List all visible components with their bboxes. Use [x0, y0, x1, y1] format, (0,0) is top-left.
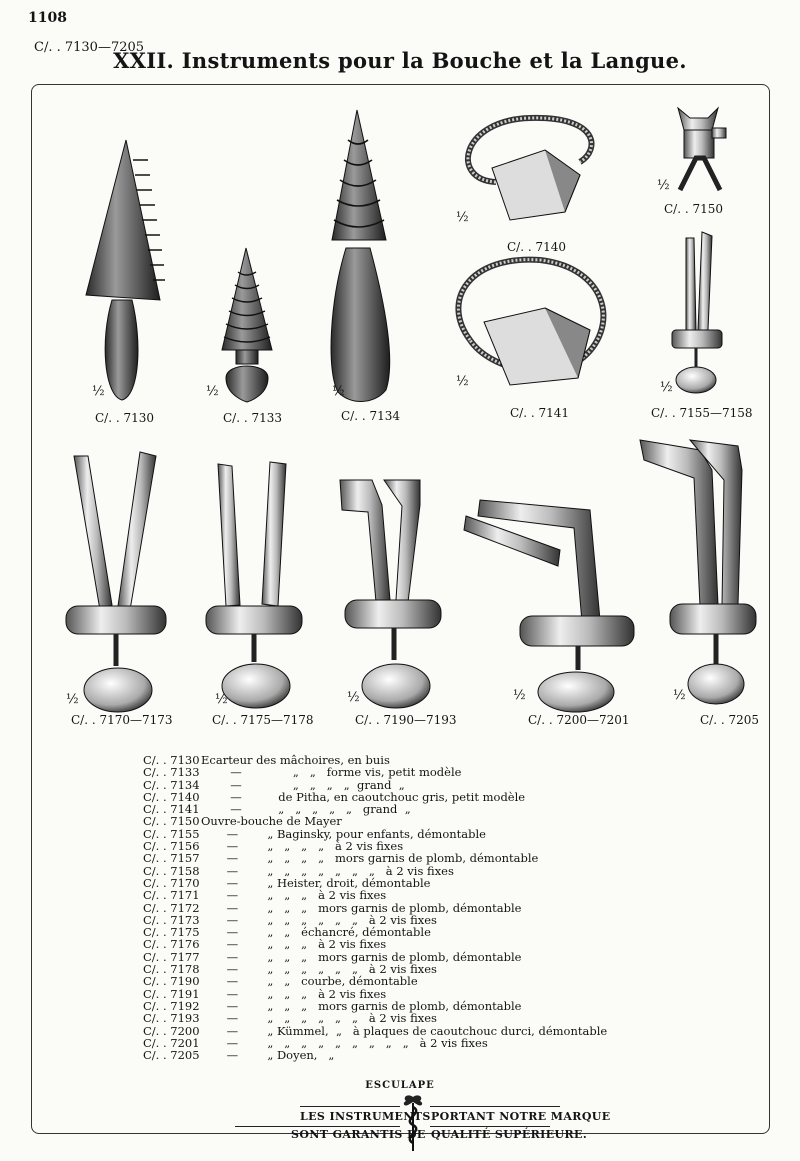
mouth-gag-screw-large-7134 [331, 110, 390, 402]
figure-label: C/. . 7190—7193 [355, 713, 457, 727]
scale-half: ½ [92, 384, 105, 399]
listing-desc: — „ „ „ „ „ „ à 2 vis fixes [201, 912, 437, 927]
listing-desc: — „ Heister, droit, démontable [201, 875, 431, 890]
scale-half: ½ [347, 690, 360, 705]
brand-name: ESCULAPE [365, 1080, 435, 1091]
listing-row [143, 1012, 607, 1024]
scale-half: ½ [660, 380, 673, 395]
listing-code: C/. . 7130 [143, 753, 200, 767]
mouth-opener-heister-notched-7175 [206, 462, 302, 708]
mouth-opener-mayer-7150 [678, 108, 726, 190]
divider [430, 1126, 550, 1127]
listing-desc: — „ „ „ à 2 vis fixes [201, 986, 387, 1001]
figure-label: C/. . 7134 [341, 409, 401, 423]
instrument-listing [143, 754, 607, 1061]
figure-label: C/. . 7170—7173 [71, 713, 173, 727]
scale-half: ½ [657, 178, 670, 193]
listing-code: C/. . 7192 [143, 998, 200, 1013]
figure-label: C/. . 7175—7178 [212, 713, 314, 727]
listing-row [143, 852, 607, 864]
guarantee-left-1: LES INSTRUMENTS [300, 1110, 431, 1123]
scale-half: ½ [215, 692, 228, 707]
listing-desc: — „ „ „ à 2 vis fixes [201, 888, 387, 903]
mouth-gag-screw-small-7133 [222, 248, 272, 402]
listing-desc: Ecarteur des mâchoires, en buis [201, 753, 390, 767]
page-title: XXII. Instruments pour la Bouche et la Langue. [113, 48, 687, 73]
listing-row [143, 902, 607, 914]
figure-label: C/. . 7133 [223, 411, 283, 425]
listing-desc: — „ „ „ „ à 2 vis fixes [201, 839, 404, 854]
listing-desc: — „ „ „ „ mors garnis de plomb, démontable [201, 851, 539, 866]
listing-code: C/. . 7201 [143, 1035, 200, 1050]
scale-half: ½ [66, 692, 79, 707]
listing-desc: — „ „ „ mors garnis de plomb, démontable [201, 900, 522, 915]
scale-half: ½ [456, 210, 469, 225]
figure-label: C/. . 7140 [507, 240, 567, 254]
scale-half: ½ [513, 688, 526, 703]
listing-desc: — „ Kümmel, „ à plaques de caoutchouc durci, démontable [201, 1023, 608, 1038]
mouth-opener-kummel-7200 [464, 500, 634, 712]
listing-code: C/. . 7158 [143, 863, 200, 878]
listing-code: C/. . 7177 [143, 949, 200, 964]
listing-desc: Ouvre-bouche de Mayer [201, 814, 342, 829]
listing-desc: — „ „ „ mors garnis de plomb, démontable [201, 998, 522, 1013]
listing-code: C/. . 7133 [143, 765, 200, 780]
rubber-block-gag-7140 [468, 118, 592, 220]
listing-row [143, 766, 607, 778]
listing-code: C/. . 7191 [143, 986, 200, 1001]
scale-half: ½ [206, 384, 219, 399]
reference-range: C/. . 7130—7205 [34, 40, 145, 55]
listing-desc: — „ „ échancré, démontable [201, 925, 431, 940]
listing-code: C/. . 7140 [143, 789, 200, 804]
figure-label: C/. . 7141 [510, 406, 570, 420]
listing-code: C/. . 7155 [143, 826, 200, 841]
listing-code: C/. . 7150 [143, 814, 200, 829]
scale-half: ½ [456, 374, 469, 389]
listing-desc: — „ „ „ mors garnis de plomb, démontable [201, 949, 522, 964]
listing-row [143, 975, 607, 987]
figure-label: C/. . 7155—7158 [651, 406, 753, 420]
guarantee-right-2: QUALITÉ SUPÉRIEURE. [431, 1128, 588, 1141]
listing-code: C/. . 7134 [143, 777, 200, 792]
caduceus-emblem [398, 1093, 428, 1153]
listing-code: C/. . 7157 [143, 851, 200, 866]
listing-code: C/. . 7175 [143, 925, 200, 940]
listing-row [143, 889, 607, 901]
listing-desc: — „ Doyen, „ [201, 1048, 335, 1063]
listing-code: C/. . 7193 [143, 1011, 200, 1026]
listing-row [143, 1049, 607, 1061]
mouth-opener-heister-7170 [66, 452, 166, 712]
listing-desc: — „ „ „ à 2 vis fixes [201, 937, 387, 952]
listing-code: C/. . 7176 [143, 937, 200, 952]
listing-desc: — de Pitha, en caoutchouc gris, petit modèle [201, 789, 526, 804]
listing-code: C/. . 7190 [143, 974, 200, 989]
listing-code: C/. . 7173 [143, 912, 200, 927]
figure-label: C/. . 7200—7201 [528, 713, 630, 727]
scale-half: ½ [332, 384, 345, 399]
listing-code: C/. . 7178 [143, 962, 200, 977]
page-number: 1108 [28, 10, 67, 26]
divider [300, 1106, 400, 1107]
listing-desc: — „ „ courbe, démontable [201, 974, 418, 989]
listing-code: C/. . 7156 [143, 839, 200, 854]
listing-code: C/. . 7200 [143, 1023, 200, 1038]
mouth-opener-doyen-7205 [640, 440, 756, 704]
mouth-opener-heister-curved-7190 [340, 480, 441, 708]
listing-desc: — „ „ „ „ „ grand „ [201, 802, 411, 817]
listing-desc: — „ „ forme vis, petit modèle [201, 765, 462, 780]
listing-desc: — „ Baginsky, pour enfants, démontable [201, 826, 486, 841]
figure-label: C/. . 7130 [95, 411, 155, 425]
guarantee-right-1: PORTANT NOTRE MARQUE [431, 1110, 611, 1123]
mouth-gag-wedge-7130 [86, 140, 165, 400]
listing-desc: — „ „ „ „ „ „ „ à 2 vis fixes [201, 863, 454, 878]
listing-code: C/. . 7172 [143, 900, 200, 915]
scale-half: ½ [673, 688, 686, 703]
mouth-opener-baginsky-7155 [672, 232, 722, 393]
listing-code: C/. . 7205 [143, 1048, 200, 1063]
listing-desc: — „ „ „ „ „ „ à 2 vis fixes [201, 1011, 437, 1026]
figure-label: C/. . 7150 [664, 202, 724, 216]
listing-code: C/. . 7141 [143, 802, 200, 817]
figure-label: C/. . 7205 [700, 713, 760, 727]
divider [430, 1106, 560, 1107]
divider [235, 1126, 400, 1127]
listing-desc: — „ „ „ „ grand „ [201, 777, 405, 792]
listing-code: C/. . 7170 [143, 875, 200, 890]
listing-row [143, 1025, 607, 1037]
listing-code: C/. . 7171 [143, 888, 200, 903]
listing-desc: — „ „ „ „ „ „ „ „ „ à 2 vis fixes [201, 1035, 488, 1050]
listing-desc: — „ „ „ „ „ „ à 2 vis fixes [201, 962, 437, 977]
listing-row [143, 815, 607, 827]
listing-row [143, 938, 607, 950]
rubber-block-gag-7141 [458, 260, 603, 385]
guarantee-left-2: SONT GARANTIS DE [291, 1128, 426, 1141]
